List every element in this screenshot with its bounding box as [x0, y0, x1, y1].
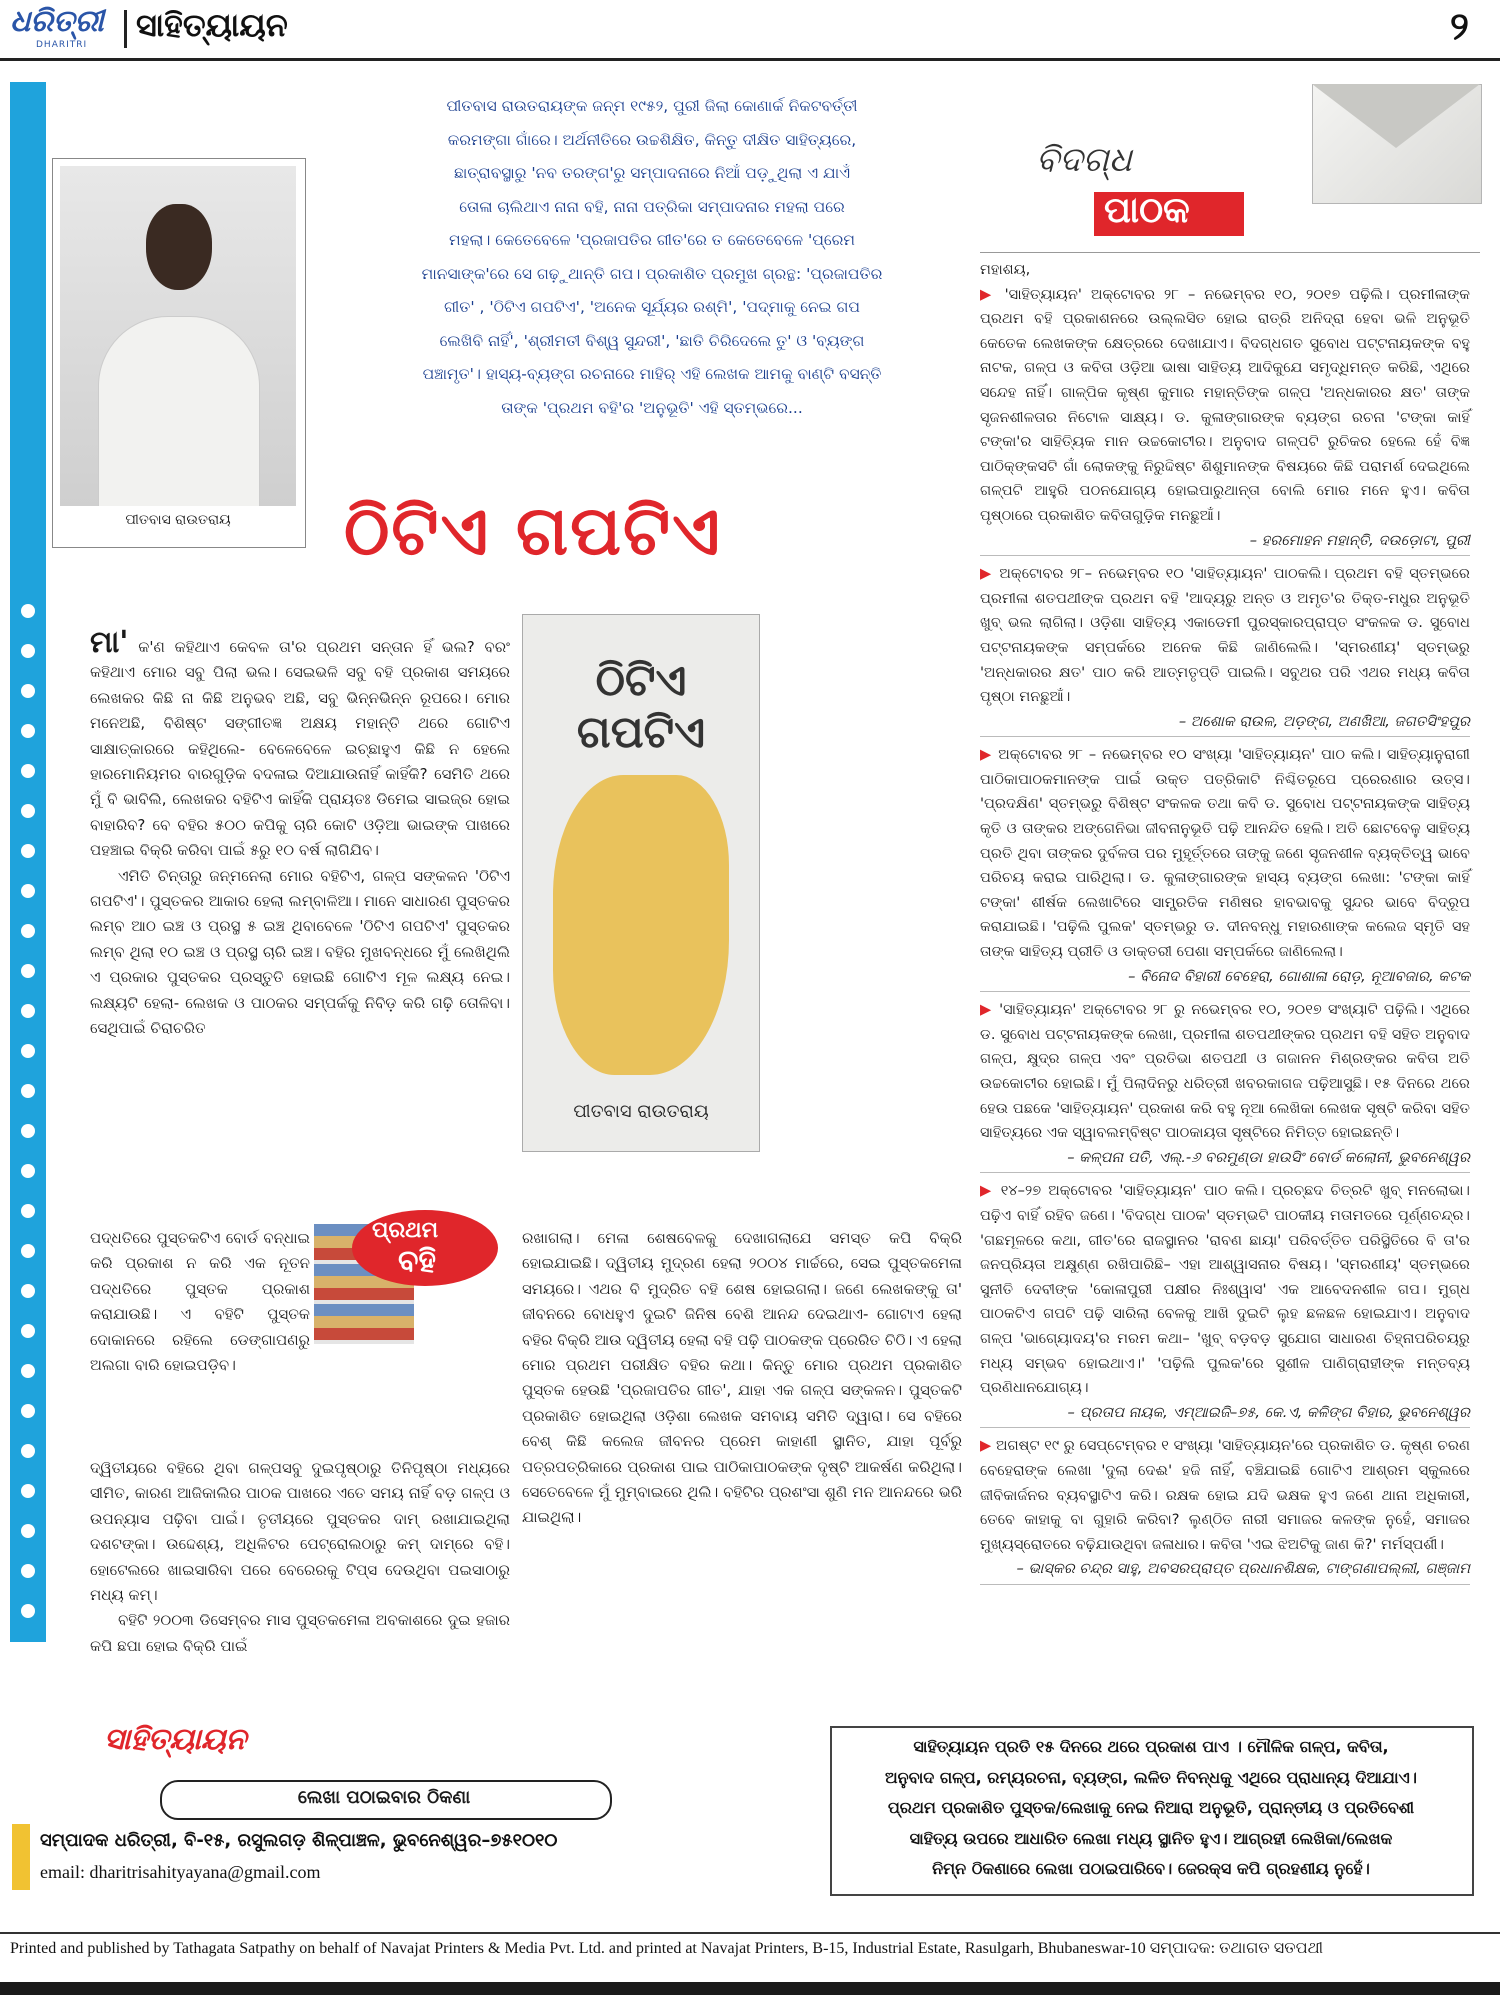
stripe-dot: [21, 1604, 35, 1618]
letter-body: 'ସାହିତ୍ୟାୟନ' ଅକ୍ଟୋବର ୨୮ – ନଭେମ୍ବର ୧୦, ୨୦୧୭ ପଢ଼ିଲି। ପ୍ରମୀଳାଙ୍କ ପ୍ରଥମ ବହି ପ୍ରକାଶନରେ ଉଲ୍ଲସିତ ହୋଇ ରାତ୍ରି ଅନିଦ୍ରା ହେବା ଭଳି ଅନୁଭୂତି କେତେକ ଲେଖକଙ୍କ କ୍ଷେତ୍ରରେ ଦେଖାଯାଏ। ବିଦଗ୍ଧଗତ ସୁବୋଧ ପଟ୍ଟନାୟକଙ୍କ ବହୁ ନାଟକ, ଗଳ୍ପ ଓ କବିତା ଓଡ଼ିଆ ଭାଷା ସାହିତ୍ୟ ଆଦିକୁଯେ ସମୃଦ୍ଧିମନ୍ତ କରିଛି, ଏଥିରେ ସନ୍ଦେହ ନାହିଁ। ଗାଳ୍ପିକ କୃଷ୍ଣ କୁମାର ମହାନ୍ତିଙ୍କ ଗଳ୍ପ 'ଅନ୍ଧକାରର କ୍ଷତ' ତାଙ୍କ ସୃଜନଶୀଳତାର ନିଟୋଳ ସାକ୍ଷ୍ୟ। ଡ. କୁଳାଙ୍ଗାରଙ୍କ ବ୍ୟଙ୍ଗ ରଚନା 'ଟଙ୍କା କାହିଁ ଟଙ୍କା'ର ସାହିତ୍ୟିକ ମାନ ଉଚ୍ଚକୋଟୀର। ଅନୁବାଦ ଗଳ୍ପଟି ରୁଚିକର ହେଲେ ହେଁ ବିଜ୍ଞ ପାଠିକ୍ଙ୍କସଟି ଗାଁ ଲୋକଙ୍କୁ ନିରୁଦ୍ଦିଷ୍ଟ ଶିଶୁମାନଙ୍କ ବିଷୟରେ କିଛି ପରାମର୍ଶ ଦେଇଥିଲେ ଗଳ୍ପଟି ଆହୁରି ପଠନଯୋଗ୍ୟ ହୋଇପାରୁଥାନ୍ତା ବୋଲି ମୋର ମନେ ହୁଏ। କବିତା ପୃଷ୍ଠାରେ ପ୍ରକାଶିତ କବିତାଗୁଡ଼ିକ ମନଛୁଆଁ।: [980, 285, 1470, 524]
letter-text: [980, 283, 1470, 529]
stripe-dot: [21, 1204, 35, 1218]
article-paragraph: ବହିଟି ୨୦୦୩ ଡିସେମ୍ବର ମାସ ପୁସ୍ତକମେଳା ଅବକାଶରେ ଦୁଇ ହଜାର କପି ଛପା ହୋଇ ବିକ୍ରି ପାଇଁ: [90, 1611, 510, 1655]
stripe-dot: [21, 1084, 35, 1098]
stripe-dot: [21, 724, 35, 738]
intro-line: ଗୀତ' , 'ଠିଟିଏ ଗପଟିଏ', 'ଅନେକ ସୂର୍ଯ୍ୟର ରଶ୍ମି', 'ପଦ୍ମାକୁ ନେଇ ଗପ: [444, 298, 860, 316]
stripe-dot: [21, 764, 35, 778]
email-address: email: dharitrisahityayana@gmail.com: [40, 1862, 321, 1882]
stripe-dot: [21, 804, 35, 818]
letter-body: ଅକ୍ଟୋବର ୨୮– ନଭେମ୍ବର ୧୦ 'ସାହିତ୍ୟାୟନ' ପାଠକଲି। ପ୍ରଥମ ବହି ସ୍ତମ୍ଭରେ ପ୍ରମୀଳା ଶତପଥୀଙ୍କ ପ୍ରଥମ ବହି 'ଆଦ୍ୟରୁ ଅନ୍ତ ଓ ଅମୃତ'ର ତିକ୍ତ-ମଧୁର ଅନୁଭୂତି ଖୁବ୍ ଭଲ ଲାଗିଲା। ଓଡ଼ିଶା ସାହିତ୍ୟ ଏକାଡେମୀ ପୁରସ୍କାରପ୍ରାପ୍ତ ସଂକଳକ ଡ. ସୁବୋଧ ପଟ୍ଟନାୟକଙ୍କ ସମ୍ପର୍କରେ ଅନେକ କିଛି ଜାଣିଲେଲି। 'ସ୍ମରଣୀୟ' ସ୍ତମ୍ଭରୁ 'ଅନ୍ଧକାରର କ୍ଷତ' ପାଠ କରି ଆତ୍ମତୃପ୍ତି ପାଇଲି। ସବୁଥର ପରି ଏଥର ମଧ୍ୟ କବିତା ପୃଷ୍ଠା ମନଛୁଆଁ।: [980, 565, 1470, 706]
article-column-1-narrow: [90, 1226, 310, 1378]
letter-signature: – ଭାସ୍କର ଚନ୍ଦ୍ର ସାହୁ, ଅବସରପ୍ରାପ୍ତ ପ୍ରଧାନଶିକ୍ଷକ, ଟାଙ୍ଗଣାପଲ୍ଲୀ, ଗଞ୍ଜାମ: [980, 1557, 1470, 1585]
photo-shirt: [98, 316, 260, 506]
stripe-dot: [21, 964, 35, 978]
badge-label-2: ବହି: [398, 1244, 436, 1279]
arrow-icon: ▶: [980, 1001, 993, 1019]
letter-signature: – ଅଶୋକ ରାଉଳ, ଅଡ଼ଙ୍ଗ, ଅଣଖିଆ, ଜଗତସିଂହପୁର: [980, 710, 1470, 738]
envelope-flap: [1312, 84, 1480, 148]
letter-body: ୧୪–୨୭ ଅକ୍ଟୋବର 'ସାହିତ୍ୟାୟନ' ପାଠ କଲି। ପ୍ରଚ୍ଛଦ ଚିତ୍ରଟି ଖୁବ୍ ମନଲୋଭା। ପଢ଼ିଏ ବାହିଁ ରହିବ ଜଣେ। 'ବିଦଗ୍ଧ ପାଠକ' ସ୍ତମ୍ଭଟି ପାଠକୀୟ ମତାମତରେ ପୂର୍ଣ୍ଣଚନ୍ଦ୍ର। 'ଗଛମୂଳରେ କଥା, ଗୀତ'ରେ ରାଜସ୍ଥାନର 'ରାବଣ ଛାୟା' ପରିବର୍ତ୍ତିତ ପରିସ୍ଥିତିରେ ବି ତା'ର ଜନପ୍ରିୟତା ଅକ୍ଷୁଣ୍ଣ ରଖିପାରିଛି– ଏହା ଆଶ୍ୱାସନାର ବିଷୟ। 'ସ୍ମରଣୀୟ' ସ୍ତମ୍ଭରେ ସୁନୀତି ଦେବୀଙ୍କ 'କୋଳାପୁରୀ ପକ୍ଷୀର ନିଃଶ୍ୱାସ' ଏକ ଆବେଦନଶୀଳ ଗପ। ମୁଗ୍ଧ ପାଠକଟିଏ ଗପଟି ପଢ଼ି ସାରିଲା ବେଳକୁ ଆଖି ଦୁଇଟି ଲୁହ ଛଳଛଳ ହୋଇଯାଏ। ଅନୁବାଦ ଗଳ୍ପ 'ଭାଗ୍ୟୋଦୟ'ର ମରମ କଥା– 'ଖୁବ୍ ବଡ଼ବଡ଼ ସୁଯୋଗ ସାଧାରଣ ଚିହ୍ନାପରିଚୟରୁ ମଧ୍ୟ ସମ୍ଭବ ହୋଇଥାଏ।' 'ପଢ଼ିଲି ପୁଲକ'ରେ ସୁଶୀଳ ପାଣିଗ୍ରାହୀଙ୍କ ମନ୍ତବ୍ୟ ପ୍ରଣିଧାନଯୋଗ୍ୟ।: [980, 1182, 1471, 1397]
newspaper-logo-sub: DHARITRI: [36, 40, 88, 50]
article-paragraph: ଦ୍ୱିତୀୟରେ ବହିରେ ଥିବା ଗଳ୍ପସବୁ ଦୁଇପୃଷ୍ଠାରୁ ତିନିପୃଷ୍ଠା ମଧ୍ୟରେ ସୀମିତ, କାରଣ ଆଜିକାଲିର ପାଠକ ପାଖରେ ଏତେ ସମୟ ନାହିଁ ବଡ଼ ଗଳ୍ପ ଓ ଉପନ୍ୟାସ ପଢ଼ିବା ପାଇଁ। ତୃତୀୟରେ ପୁସ୍ତକର ଦାମ୍ ରଖାଯାଇଥିଲା ଦଶଟଙ୍କା। ଉଦ୍ଦେଶ୍ୟ, ଅଧିଳିଟର ପେଟ୍ରୋଲଠାରୁ କମ୍ ଦାମ୍‌ରେ ବହି। ହୋଟେଲରେ ଖାଇସାରିବା ପରେ ବେରେରକୁ ଟିପ୍ସ ଦେଉଥିବା ପଇସାଠାରୁ ମଧ୍ୟ କମ୍।: [90, 1459, 510, 1605]
stripe-dot: [21, 844, 35, 858]
arrow-icon: ▶: [980, 565, 993, 583]
stripe-dot: [21, 1324, 35, 1338]
book-cover-art: [553, 775, 729, 1075]
stripe-dot: [21, 1244, 35, 1258]
letter-text: [980, 1179, 1470, 1400]
info-line: ଅନୁବାଦ ଗଳ୍ପ, ରମ୍ୟରଚନା, ବ୍ୟଙ୍ଗ, ଲଳିତ ନିବନ୍ଧକୁ ଏଥିରେ ପ୍ରାଧାନ୍ୟ ଦିଆଯାଏ।: [885, 1767, 1417, 1787]
stripe-dot: [21, 684, 35, 698]
author-caption: ପୀତବାସ ରାଉତରାୟ: [125, 512, 231, 528]
paragraph-text: କ'ଣ କହିଥାଏ କେବଳ ତା'ର ପ୍ରଥମ ସନ୍ତାନ ହିଁ ଭଲ? ବରଂ କହିଥାଏ ମୋର ସବୁ ପିଲା ଭଲ। ସେଇଭଳି ସବୁ ବହି ପ୍ରକାଶ ସମୟରେ ଲେଖକର କିଛି ନା କିଛି ଅନୁଭବ ଅଛି, ସବୁ ଭିନ୍ନଭିନ୍ନ ରୂପରେ। ମୋର ମନେଅଛି, ବିଶିଷ୍ଟ ସଙ୍ଗୀତଜ୍ଞ ଅକ୍ଷୟ ମହାନ୍ତି ଥରେ ଗୋଟିଏ ସାକ୍ଷାତ୍କାରରେ କହିଥିଲେ- ବେଳେବେଳେ ଇଚ୍ଛାହୁଏ କିଛି ନ ହେଲେ ହାରମୋନିୟମର ବାରଗୁଡ଼ିକ ବଦଳାଇ ଦିଆଯାଉନାହିଁ କାହିଁକି? ସେମିତି ଥରେ ମୁଁ ବି ଭାବିଲି, ଲେଖକର ବହିଟିଏ କାହିଁକି ପ୍ରାୟତଃ ଡିମେଇ ସାଇଜ୍‌ର ହୋଇ ବାହାରିବ? ବେ ବହିର ୫୦୦ କପିକୁ ଚାରି କୋଟି ଓଡ଼ିଆ ଭାଇଙ୍କ ପାଖରେ ପହଞ୍ଚାଇ ବିକ୍ରି କରିବା ପାଇଁ ୫ରୁ ୧୦ ବର୍ଷ ଲାଗିଯିବ।: [90, 638, 510, 860]
drop-cap: ମା': [90, 625, 129, 660]
address-line: ସମ୍ପାଦକ ଧରିତ୍ରୀ, ବି-୧୫, ରସୁଲଗଡ଼ ଶିଳ୍ପାଞ୍ଚଳ, ଭୁବନେଶ୍ୱର–୭୫୧୦୧୦: [40, 1830, 558, 1851]
submission-info-text: [846, 1732, 1456, 1885]
stripe-dot: [21, 604, 35, 618]
intro-line: ମହଲା। କେତେବେଳେ 'ପ୍ରଜାପତିର ଗୀତ'ରେ ତ କେତେବେଳେ 'ପ୍ରେମ: [449, 231, 855, 249]
info-line: ପ୍ରଥମ ପ୍ରକାଶିତ ପୁସ୍ତକ/ଲେଖାକୁ ନେଇ ନିଆରା ଅନୁଭୂତି, ପ୍ରାନ୍ତୀୟ ଓ ପ୍ରତିବେଶୀ: [887, 1798, 1415, 1817]
stripe-dot: [21, 1404, 35, 1418]
letter-signature: – ହରମୋହନ ମହାନ୍ତି, ଦଉଡ଼ୋଟା, ପୁରୀ: [980, 529, 1470, 557]
letters-salutation: ମହାଶୟ,: [980, 261, 1031, 278]
letter-signature: – ପ୍ରତାପ ନାୟକ, ଏମ୍‌ଆଇଜି–୭୫, କେ.ଏ, କଳିଙ୍ଗ ବିହାର, ଭୁବନେଶ୍ୱର: [980, 1401, 1470, 1429]
book-cover-author: ପୀତବାସ ରାଉତରାୟ: [573, 1101, 709, 1122]
page-number: ୨: [1450, 4, 1469, 48]
letters-column: [980, 258, 1470, 1591]
letter-text: [980, 1434, 1470, 1557]
info-line: ନିମ୍ନ ଠିକଣାରେ ଲେଖା ପଠାଇପାରିବେ। ଜେରକ୍ସ କପି ଗ୍ରହଣୀୟ ନୁହେଁ।: [932, 1859, 1370, 1878]
info-line: ସାହିତ୍ୟାୟନ ପ୍ରତି ୧୫ ଦିନରେ ଥରେ ପ୍ରକାଶ ପାଏ । ମୌଳିକ ଗଳ୍ପ, କବିତା,: [913, 1737, 1389, 1756]
stripe-dot: [21, 1364, 35, 1378]
article-column-2: [522, 1226, 962, 1531]
stripe-dot: [21, 884, 35, 898]
author-intro: [336, 90, 968, 425]
intro-line: ତୋଳା ଚାଲିଥାଏ ନାନା ବହି, ନାନା ପତ୍ରିକା ସମ୍ପାଦନାର ମହଲା ପରେ: [459, 197, 845, 216]
article-paragraph: [90, 625, 510, 864]
intro-line: କରମଙ୍ଗା ଗାଁରେ। ଅର୍ଥନୀତିରେ ଉଚ୍ଚଶିକ୍ଷିତ, କିନ୍ତୁ ଦୀକ୍ଷିତ ସାହିତ୍ୟରେ,: [447, 130, 857, 149]
intro-line: ପଞ୍ଚାମୃତ'। ହାସ୍ୟ-ବ୍ୟଙ୍ଗ ରଚନାରେ ମାହିର୍ ଏହି ଲେଖକ ଆମକୁ ବାଣ୍ଟି ବସନ୍ତି: [422, 365, 882, 383]
author-photo: [60, 166, 296, 506]
footer-rule: [0, 1932, 1500, 1934]
newspaper-logo: ଧରିତ୍ରୀ: [10, 4, 104, 39]
address-title: ଲେଖା ପଠାଇବାର ଠିକଣା: [297, 1787, 471, 1808]
letters-label-bottom: ପାଠକ: [1104, 190, 1190, 231]
stripe-dot: [21, 1444, 35, 1458]
book-cover-title: [523, 655, 759, 759]
section-title: ସାହିତ୍ୟାୟନ: [136, 6, 288, 44]
stripe-dot: [21, 924, 35, 938]
article-paragraph: ଏମିତି ଚିନ୍ତାରୁ ଜନ୍ମନେଲା ମୋର ବହିଟିଏ, ଗଳ୍ପ ସଙ୍କଳନ 'ଠିଟିଏ ଗପଟିଏ'। ପୁସ୍ତକର ଆକାର ହେଲା ଲମ୍ବାଳିଆ। ମାନେ ସାଧାରଣ ପୁସ୍ତକର ଲମ୍ବ ଆଠ ଇଞ୍ଚ ଓ ପ୍ରସ୍ଥ ୫ ଇଞ୍ଚ ଥିବାବେଳେ 'ଠିଟିଏ ଗପଟିଏ' ପୁସ୍ତକର ଲମ୍ବ ଥିଲା ୧୦ ଇଞ୍ଚ ଓ ପ୍ରସ୍ଥ ଚାରି ଇଞ୍ଚ। ବହିର ମୁଖବନ୍ଧରେ ମୁଁ ଲେଖିଥିଲି ଏ ପ୍ରକାର ପୁସ୍ତକର ପ୍ରସ୍ତୁତି ହୋଇଛି ଗୋଟିଏ ମୂଳ ଲକ୍ଷ୍ୟ ନେଇ। ଲକ୍ଷ୍ୟଟି ହେଲା- ଲେଖକ ଓ ପାଠକର ସମ୍ପର୍କକୁ ନିବିଡ଼ କରି ଗଢ଼ି ତୋଳିବା। ସେଥିପାଇଁ ଚିରାଚରିତ: [90, 866, 510, 1038]
article-paragraph: ରଖାଗଲା। ମେଳା ଶେଷବେଳକୁ ଦେଖାଗଲାଯେ ସମସ୍ତ କପି ବିକ୍ରି ହୋଇଯାଇଛି। ଦ୍ୱିତୀୟ ମୁଦ୍ରଣ ହେଲା ୨୦୦୪ ମାର୍ଚ୍ଚରେ, ସେଇ ପୁସ୍ତକମେଳା ସମୟରେ। ଏଥର ବି ମୁଦ୍ରିତ ବହି ଶେଷ ହୋଇଗଲା। ଜଣେ ଲେଖକଙ୍କୁ ତା' ଜୀବନରେ ବୋଧହୁଏ ଦୁଇଟି ଜିନିଷ ବେଶି ଆନନ୍ଦ ଦେଇଥାଏ- ଗୋଟାଏ ହେଲା ବହିର ବିକ୍ରି ଆଉ ଦ୍ୱିତୀୟ ହେଲା ବହି ପଢ଼ି ପାଠକଙ୍କ ପ୍ରେରିତ ଚିଠି। ଏ ହେଲା ମୋର ପ୍ରଥମ ପରୀକ୍ଷିତ ବହିର କଥା। କିନ୍ତୁ ମୋର ପ୍ରଥମ ପ୍ରକାଶିତ ପୁସ୍ତକ ହେଉଛି 'ପ୍ରଜାପତିର ଗୀତ', ଯାହା ଏକ ଗଳ୍ପ ସଙ୍କଳନ। ପୁସ୍ତକଟି ପ୍ରକାଶିତ ହୋଇଥିଲା ଓଡ଼ିଶା ଲେଖକ ସମବାୟ ସମିତି ଦ୍ୱାରା। ସେ ବହିରେ ବେଶ୍ କିଛି କଲେଜ ଜୀବନର ପ୍ରେମ କାହାଣୀ ସ୍ଥାନିତ, ଯାହା ପୂର୍ବରୁ ପତ୍ରପତ୍ରିକାରେ ପ୍ରକାଶ ପାଇ ପାଠିକାପାଠକଙ୍କ ଦୃଷ୍ଟି ଆକର୍ଷଣ କରିଥିଲା। ସେତେବେଳେ ମୁଁ ମୁମ୍ବାଇରେ ଥିଲି। ବହିଟିର ପ୍ରଶଂସା ଶୁଣି ମନ ଆନନ୍ଦରେ ଭରି ଯାଇଥିଲା।: [522, 1229, 962, 1527]
arrow-icon: ▶: [980, 1182, 994, 1200]
intro-line: ମାନସାଙ୍କ'ରେ ସେ ଗଢ଼ୁଥାନ୍ତି ଗପ। ପ୍ରକାଶିତ ପ୍ରମୁଖ ଗ୍ରନ୍ଥ: 'ପ୍ରଜାପତିର: [421, 264, 883, 283]
letter-text: [980, 743, 1470, 964]
stripe-dot: [21, 1564, 35, 1578]
intro-line: ତାଙ୍କ 'ପ୍ରଥମ ବହି'ର 'ଅନୁଭୂତି' ଏହି ସ୍ତମ୍ଭରେ...: [501, 398, 803, 417]
stripe-dot: [21, 1044, 35, 1058]
stripe-dot: [21, 1004, 35, 1018]
arrow-icon: ▶: [980, 746, 993, 764]
info-line: ସାହିତ୍ୟ ଉପରେ ଆଧାରିତ ଲେଖା ମଧ୍ୟ ସ୍ଥାନିତ ହୁଏ। ଆଗ୍ରହୀ ଲେଖିକା/ଲେଖକ: [909, 1828, 1393, 1848]
photo-head: [146, 204, 212, 290]
intro-line: ପୀତବାସ ରାଉତରାୟଙ୍କ ଜନ୍ମ ୧୯୫୨, ପୁରୀ ଜିଲା କୋଣାର୍କ ନିକଟବର୍ତ୍ତୀ: [446, 97, 858, 115]
letter-signature: – ବିନୋଦ ବିହାରୀ ବେହେରା, ଗୋଶାଳା ରୋଡ଼, ନୂଆବଜାର, କଟକ: [980, 965, 1470, 993]
intro-line: ଛାତ୍ରାବସ୍ଥାରୁ 'ନବ ତରଙ୍ଗ'ରୁ ସମ୍ପାଦନାରେ ନିଆଁ ପଡ଼ୁଥିଲା ଏ ଯାଏଁ: [453, 164, 850, 182]
book-cover-title-line: ଠିଟିଏ: [595, 655, 687, 706]
article-column-1-bottom: [90, 1456, 510, 1659]
intro-line: ଲେଖିବି ନାହିଁ', 'ଶ୍ରୀମତୀ ବିଶ୍ୱ ସୁନ୍ଦରୀ', 'ଛାତି ଚିରିଦେଲେ ତୁ' ଓ 'ବ୍ୟଙ୍ଗ: [439, 331, 865, 350]
footer-bar: [0, 1982, 1500, 1995]
imprint-line: Printed and published by Tathagata Satpathy on behalf of Navajat Printers & Media Pvt. Ltd. and printed at Navajat Printers, B-15, Industrial Estate, Rasulgarh, Bhubaneswar-10 ସମ୍ପାଦକ: ତଥାଗତ ସତପଥୀ: [10, 1940, 1324, 1957]
book-cover-title-line: ଗପଟିଏ: [576, 707, 706, 758]
stripe-dot: [21, 1164, 35, 1178]
letter-signature: – କଳ୍ପନା ପତି, ଏଲ୍.-୬ ବରମୁଣ୍ଡା ହାଉସିଂ ବୋର୍ଡ କଲୋନୀ, ଭୁବନେଶ୍ୱର: [980, 1146, 1470, 1174]
badge-label-1: ପ୍ରଥମ: [372, 1218, 439, 1243]
letter-body: 'ସାହିତ୍ୟାୟନ' ଅକ୍ଟୋବର ୨୮ ରୁ ନଭେମ୍ବର ୧୦, ୨୦୧୭ ସଂଖ୍ୟାଟି ପଢ଼ିଲି। ଏଥିରେ ଡ. ସୁବୋଧ ପଟ୍ଟନାୟକଙ୍କ ଲେଖା, ପ୍ରମୀଳା ଶତପଥୀଙ୍କର ପ୍ରଥମ ବହି ସହିତ ଅନୁବାଦ ଗଳ୍ପ, କ୍ଷୁଦ୍ର ଗଳ୍ପ ଏବଂ ପ୍ରତିଭା ଶତପଥୀ ଓ ଗଜାନନ ମିଶ୍ରଙ୍କର କବିତା ଅତି ଉଚ୍ଚକୋଟୀର ହୋଇଛି। ମୁଁ ପିଲାଦିନରୁ ଧରିତ୍ରୀ ଖବରକାଗଜ ପଢ଼ିଆସୁଛି। ୧୫ ଦିନରେ ଥରେ ହେଉ ପଛକେ 'ସାହିତ୍ୟାୟନ' ପ୍ରକାଶ କରି ବହୁ ନୂଆ ଲେଖିକା ଲେଖକ ସୃଷ୍ଟି କରିବା ସହିତ ସାହିତ୍ୟରେ ଏକ ସ୍ୱାବଲମ୍ବିଷ୍ଟ ପାଠକାୟତା ସୃଷ୍ଟିରେ ନିମିତ୍ତ ହୋଇଛନ୍ତି।: [980, 1001, 1470, 1142]
divider: [980, 252, 1480, 253]
arrow-icon: ▶: [980, 285, 996, 303]
stripe-dot: [21, 1284, 35, 1298]
book-cover-image: [522, 614, 760, 1152]
stripe-dot: [21, 1484, 35, 1498]
letter-body: ଅଗଷ୍ଟ ୧୯ ରୁ ସେପ୍ଟେମ୍ବର ୧ ସଂଖ୍ୟା 'ସାହିତ୍ୟାୟନ'ରେ ପ୍ରକାଶିତ ଡ. କୃଷ୍ଣ ଚରଣ ବେହେରାଙ୍କ ଲେଖା 'ଦୁଲା ଦେଈ' ହଜି ନାହିଁ, ବଞ୍ଚିଯାଇଛି ଗୋଟିଏ ଆଶ୍ରମ ସ୍କୁଲରେ ଜୀବିକାର୍ଜନର ବ୍ୟବସ୍ଥାଟିଏ କରି। ରକ୍ଷକ ହୋଇ ଯଦି ଭକ୍ଷକ ହୁଏ ଜଣେ ଥାନା ଅଧିକାରୀ, ତେବେ କାହାକୁ ବା ଗୁହାରି କରିବା? ଲୁଣ୍ଠିତ ନାରୀ ସମାଜର କଳଙ୍କ ନୁହେଁ, ସମାଜର ମୁଖ୍ୟସ୍ରୋତରେ ବଢ଼ିଯାଉଥିବା ଜଳାଧାର। କବିତା 'ଏଇ ଝିଅଟିକୁ ଜାଣ କି?' ମର୍ମସ୍ପର୍ଶୀ।: [980, 1437, 1470, 1553]
stripe-dot: [21, 644, 35, 658]
article-column-1: [90, 625, 510, 1042]
arrow-icon: ▶: [980, 1437, 992, 1455]
stripe-dot: [21, 1524, 35, 1538]
letter-text: [980, 562, 1470, 710]
masthead-divider: [124, 10, 127, 48]
sahityayana-logo: ସାହିତ୍ୟାୟନ: [104, 1722, 247, 1757]
article-paragraph: ପଦ୍ଧତିରେ ପୁସ୍ତକଟିଏ ବୋର୍ଡ ବନ୍ଧାଇ କରି ପ୍ରକାଶ ନ କରି ଏକ ନୂତନ ପଦ୍ଧତିରେ ପୁସ୍ତକ ପ୍ରକାଶ କରାଯାଉଛି। ଏ ବହିଟି ପୁସ୍ତକ ଦୋକାନରେ ରହିଲେ ଡେଙ୍ଗାପଣରୁ ଅଲଗା ବାରି ହୋଇପଡ଼ିବ।: [90, 1229, 310, 1375]
letter-body: ଅକ୍ଟୋବର ୨୮ – ନଭେମ୍ବର ୧୦ ସଂଖ୍ୟା 'ସାହିତ୍ୟାୟନ' ପାଠ କଲି। ସାହିତ୍ୟାନୁରାଗୀ ପାଠିକାପାଠକମାନଙ୍କ ପାଇଁ ଉକ୍ତ ପତ୍ରିକାଟି ନିଶ୍ଚିତରୂପେ ପ୍ରେରଣାର ଉତ୍ସ। 'ପ୍ରଦକ୍ଷିଣ' ସ୍ତମ୍ଭରୁ ବିଶିଷ୍ଟ ସଂକଳକ ତଥା କବି ଡ. ସୁବୋଧ ପଟ୍ଟନାୟକଙ୍କ ସାହିତ୍ୟ କୃତି ଓ ତାଙ୍କର ଅଙ୍ଗେନିଭା ଜୀବନାନୁଭୂତି ପଢ଼ି ଆନନ୍ଦିତ ହେଲି। ଅତି ଛୋଟବେଳୁ ସାହିତ୍ୟ ପ୍ରତି ଥିବା ତାଙ୍କର ଦୁର୍ବଳତା ପର ମୁହୂର୍ତ୍ତରେ ତାଙ୍କୁ ଜଣେ ସୃଜନଶୀଳ ବ୍ୟକ୍ତିତ୍ୱ ଭାବେ ପରିଚୟ କରାଇ ପାରିଥିଲା। ଡ. କୁଳାଙ୍ଗାରଙ୍କ ହାସ୍ୟ ବ୍ୟଙ୍ଗ ଲେଖା: 'ଟଙ୍କା କାହିଁ ଟଙ୍କା' ଶୀର୍ଷକ ଲେଖାଟିରେ ସାମ୍ପ୍ରତିକ ମଣିଷର ହାବଭାବକୁ ସୁନ୍ଦର ଭାବେ ବିଦ୍ରୂପ କରାଯାଇଛି। 'ପଢ଼ିଲି ପୁଲକ' ସ୍ତମ୍ଭରୁ ଡ. ଦୀନବନ୍ଧୁ ମହାରଣାଙ୍କ କଲେଜ ସ୍ମୃତି ସହ ତାଙ୍କ ସାହିତ୍ୟ ପ୍ରୀତି ଓ ଡାକ୍ତରୀ ପେଶା ସମ୍ପର୍କରେ ଜାଣିଲେଲା।: [980, 746, 1470, 961]
letters-label-top: ବିଦଗ୍ଧ: [1036, 140, 1132, 180]
letter-text: [980, 998, 1470, 1146]
article-title: ଠିଟିଏ ଗପଟିଏ: [344, 492, 722, 571]
stripe-dot: [21, 1124, 35, 1138]
